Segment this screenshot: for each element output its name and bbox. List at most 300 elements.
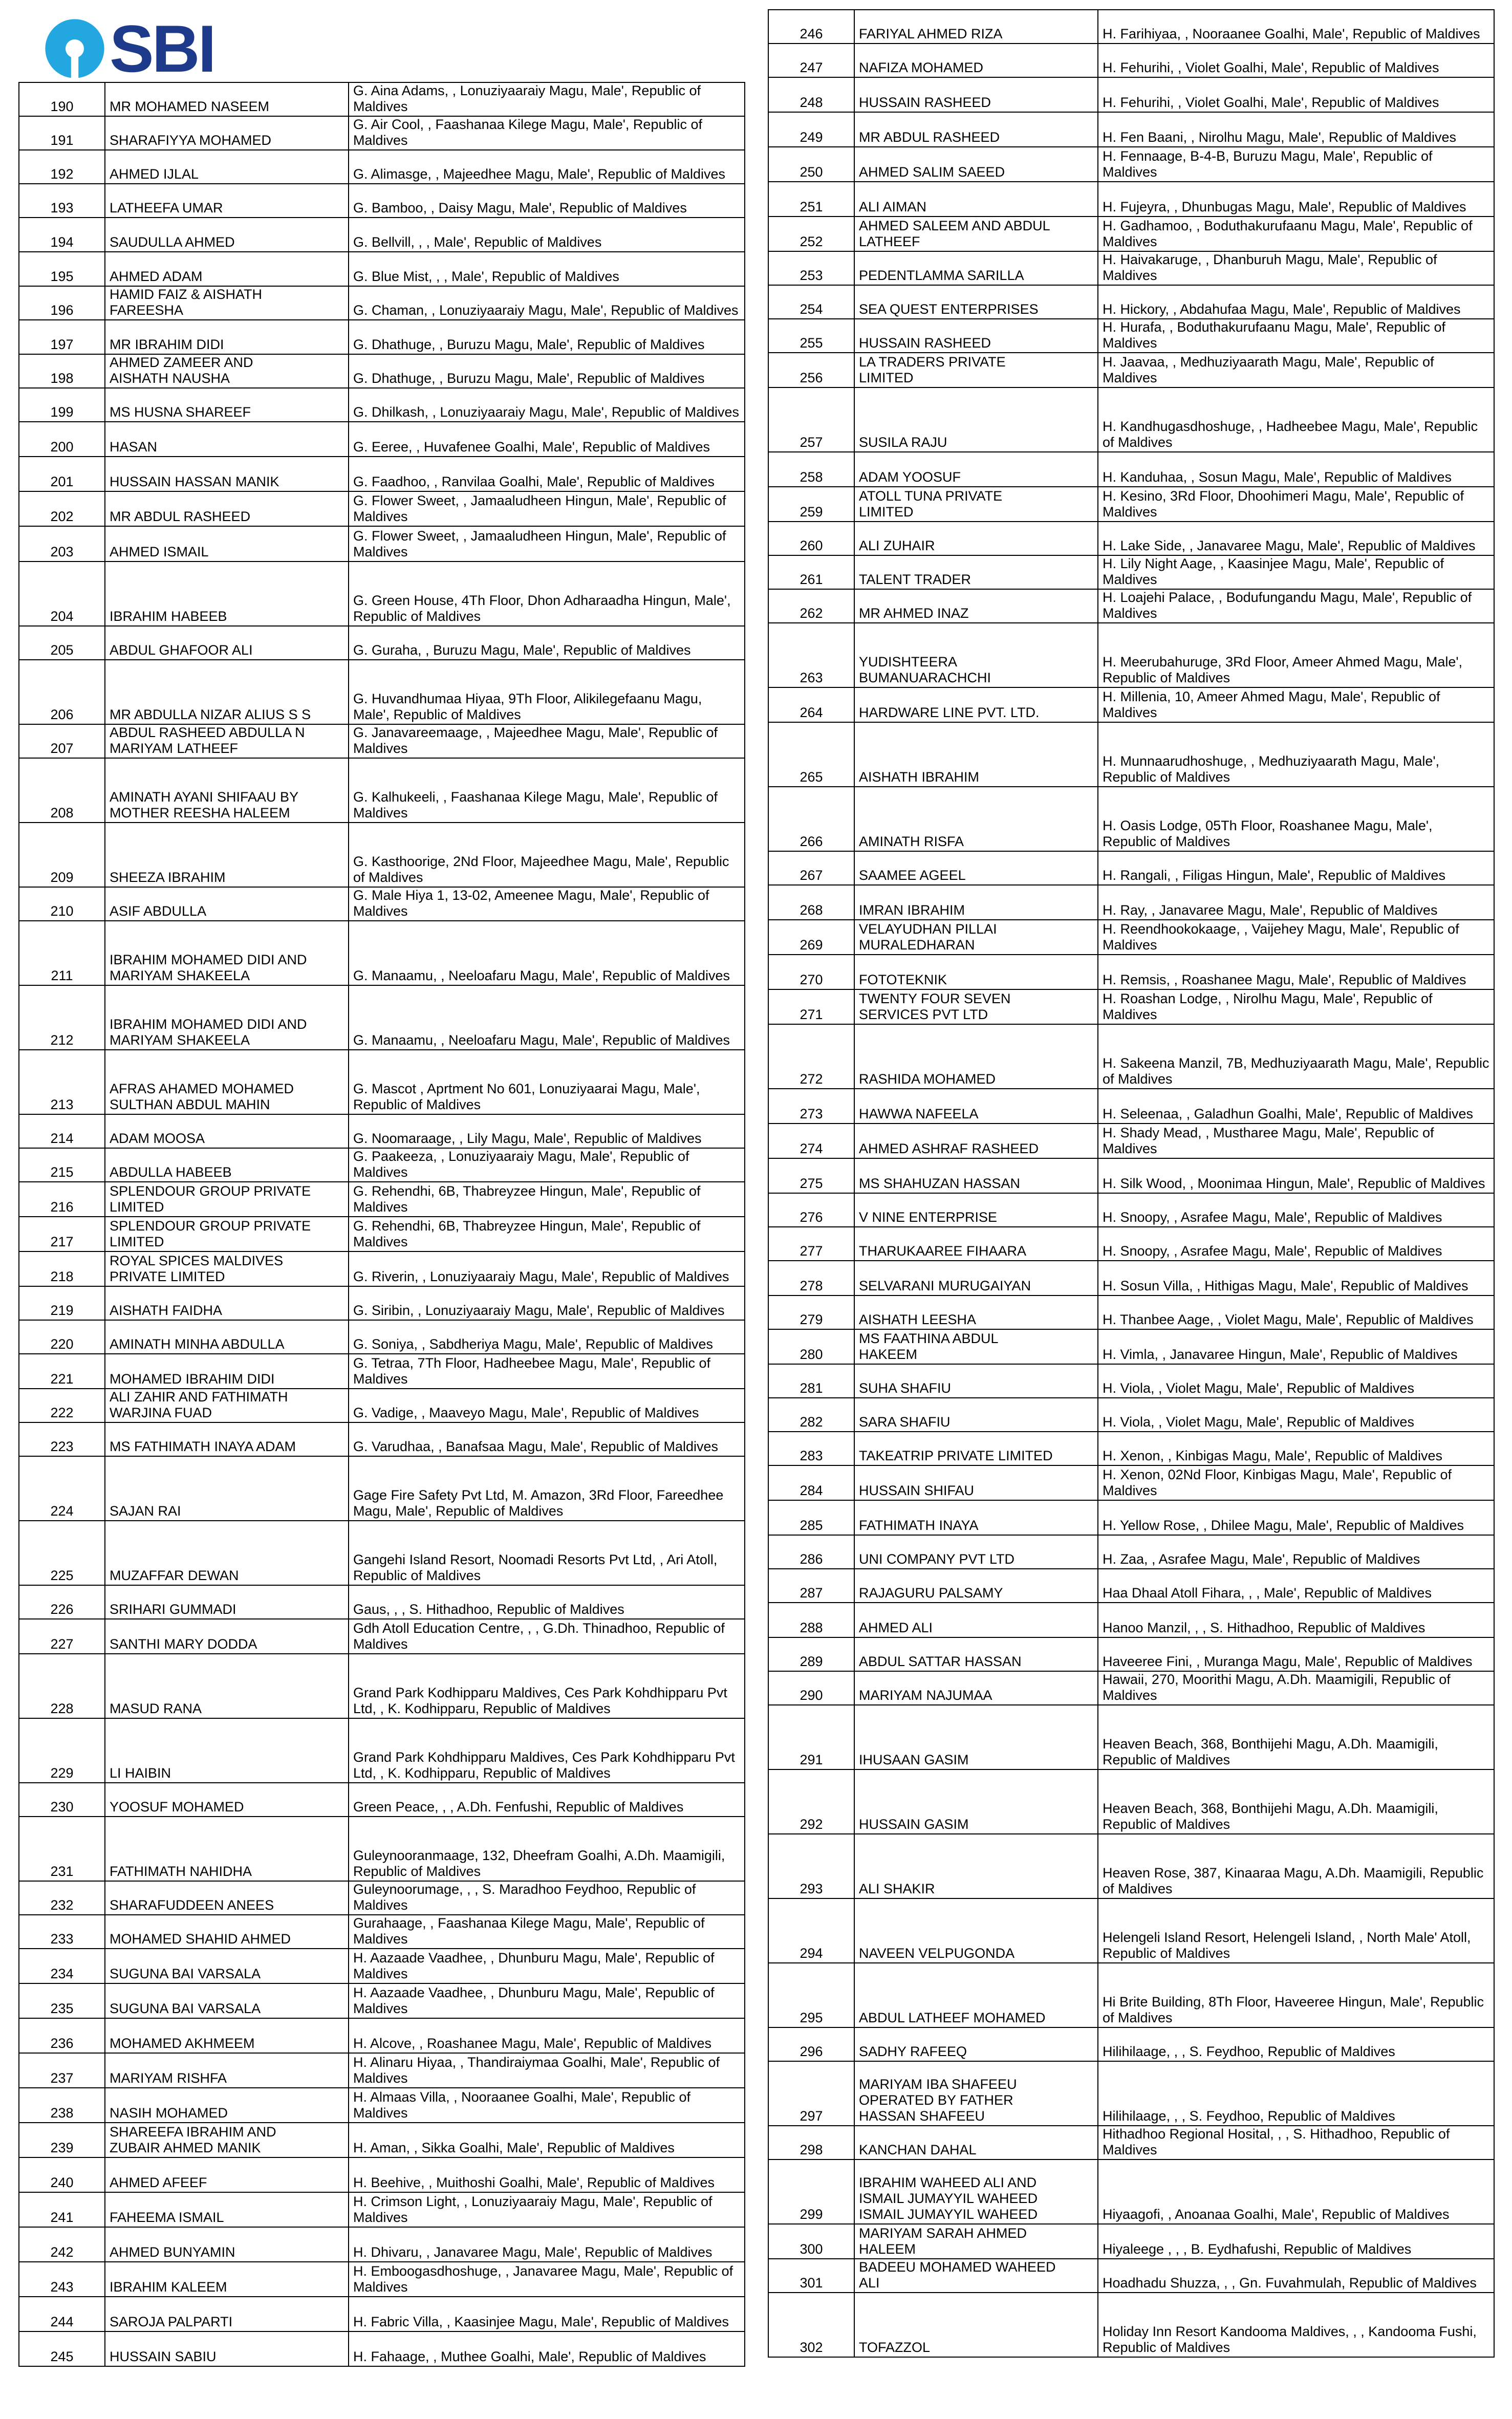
address: Gurahaage, , Faashanaa Kilege Magu, Male', Republic of Maldives bbox=[349, 1915, 745, 1949]
address: H. Fujeyra, , Dhunbugas Magu, Male', Republic of Maldives bbox=[1098, 182, 1494, 217]
serial-number: 274 bbox=[768, 1124, 854, 1158]
address: H. Dhivaru, , Janavaree Magu, Male', Republic of Maldives bbox=[349, 2227, 745, 2262]
serial-number: 209 bbox=[19, 823, 105, 887]
address: G. Faadhoo, , Ranvilaa Goalhi, Male', Republic of Maldives bbox=[349, 457, 745, 491]
serial-number: 296 bbox=[768, 2027, 854, 2061]
holder-name: THARUKAAREE FIHAARA bbox=[854, 1227, 1098, 1261]
table-row bbox=[19, 1915, 745, 1949]
holder-name: TALENT TRADER bbox=[854, 555, 1098, 589]
table-row bbox=[19, 1881, 745, 1915]
right-table bbox=[768, 9, 1495, 2358]
holder-name: AHMED SALIM SAEED bbox=[854, 147, 1098, 182]
serial-number: 265 bbox=[768, 722, 854, 787]
holder-name: MR AHMED INAZ bbox=[854, 589, 1098, 623]
holder-name: RAJAGURU PALSAMY bbox=[854, 1569, 1098, 1603]
table-row bbox=[19, 2227, 745, 2262]
table-row bbox=[768, 687, 1494, 722]
table-row bbox=[19, 2088, 745, 2123]
table-row bbox=[768, 1193, 1494, 1227]
table-row bbox=[19, 116, 745, 150]
holder-name: AHMED IJLAL bbox=[105, 150, 349, 184]
table-row bbox=[19, 724, 745, 758]
address: H. Snoopy, , Asrafee Magu, Male', Republic of Maldives bbox=[1098, 1193, 1494, 1227]
address: H. Reendhookokaage, , Vaijehey Magu, Male', Republic of Maldives bbox=[1098, 920, 1494, 955]
serial-number: 280 bbox=[768, 1329, 854, 1364]
serial-number: 270 bbox=[768, 955, 854, 989]
holder-name: ABDUL SATTAR HASSAN bbox=[854, 1637, 1098, 1671]
serial-number: 229 bbox=[19, 1718, 105, 1783]
address: H. Jaavaa, , Medhuziyaarath Magu, Male', Republic of Maldives bbox=[1098, 353, 1494, 387]
serial-number: 294 bbox=[768, 1898, 854, 1963]
holder-name: LA TRADERS PRIVATE LIMITED bbox=[854, 353, 1098, 387]
table-row bbox=[19, 252, 745, 286]
serial-number: 256 bbox=[768, 353, 854, 387]
table-row bbox=[19, 2297, 745, 2331]
holder-name: SHARAFIYYA MOHAMED bbox=[105, 116, 349, 150]
address: Haa Dhaal Atoll Fihara, , , Male', Republic of Maldives bbox=[1098, 1569, 1494, 1603]
holder-name: VELAYUDHAN PILLAI MURALEDHARAN bbox=[854, 920, 1098, 955]
holder-name: AMINATH RISFA bbox=[854, 787, 1098, 851]
serial-number: 242 bbox=[19, 2227, 105, 2262]
address: H. Lake Side, , Janavaree Magu, Male', Republic of Maldives bbox=[1098, 522, 1494, 555]
table-row bbox=[768, 787, 1494, 851]
serial-number: 278 bbox=[768, 1261, 854, 1295]
table-row bbox=[19, 388, 745, 422]
table-row bbox=[19, 1949, 745, 1983]
serial-number: 277 bbox=[768, 1227, 854, 1261]
holder-name: ASIF ABDULLA bbox=[105, 887, 349, 921]
serial-number: 293 bbox=[768, 1834, 854, 1898]
logo-text: SBI bbox=[110, 11, 214, 86]
table-row bbox=[19, 1585, 745, 1619]
table-row bbox=[768, 2224, 1494, 2259]
address: H. Viola, , Violet Magu, Male', Republic of Maldives bbox=[1098, 1398, 1494, 1432]
serial-number: 271 bbox=[768, 989, 854, 1024]
holder-name: FAHEEMA ISMAIL bbox=[105, 2192, 349, 2227]
serial-number: 190 bbox=[19, 82, 105, 116]
serial-number: 247 bbox=[768, 44, 854, 77]
holder-name: SARA SHAFIU bbox=[854, 1398, 1098, 1432]
serial-number: 285 bbox=[768, 1500, 854, 1535]
serial-number: 207 bbox=[19, 724, 105, 758]
table-row bbox=[19, 286, 745, 320]
serial-number: 260 bbox=[768, 522, 854, 555]
table-row bbox=[19, 1217, 745, 1251]
address: Gdh Atoll Education Centre, , , G.Dh. Thinadhoo, Republic of Maldives bbox=[349, 1619, 745, 1654]
address: Guleynooranmaage, 132, Dheefram Goalhi, A.Dh. Maamigili, Republic of Maldives bbox=[349, 1817, 745, 1881]
serial-number: 243 bbox=[19, 2262, 105, 2297]
serial-number: 217 bbox=[19, 1217, 105, 1251]
address: H. Fabric Villa, , Kaasinjee Magu, Male', Republic of Maldives bbox=[349, 2297, 745, 2331]
table-row bbox=[19, 1783, 745, 1817]
serial-number: 299 bbox=[768, 2159, 854, 2224]
serial-number: 245 bbox=[19, 2331, 105, 2366]
holder-name: SELVARANI MURUGAIYAN bbox=[854, 1261, 1098, 1295]
holder-name: ALI AIMAN bbox=[854, 182, 1098, 217]
address: G. Alimasge, , Majeedhee Magu, Male', Republic of Maldives bbox=[349, 150, 745, 184]
holder-name: AFRAS AHAMED MOHAMED SULTHAN ABDUL MAHIN bbox=[105, 1050, 349, 1114]
table-row bbox=[19, 320, 745, 354]
address: G. Green House, 4Th Floor, Dhon Adharaadha Hingun, Male', Republic of Maldives bbox=[349, 561, 745, 626]
address: H. Fehurihi, , Violet Goalhi, Male', Republic of Maldives bbox=[1098, 77, 1494, 112]
table-row bbox=[19, 1182, 745, 1217]
serial-number: 208 bbox=[19, 758, 105, 823]
table-row bbox=[768, 1637, 1494, 1671]
address: G. Dhathuge, , Buruzu Magu, Male', Republic of Maldives bbox=[349, 354, 745, 388]
serial-number: 276 bbox=[768, 1193, 854, 1227]
address: Gaus, , , S. Hithadhoo, Republic of Maldives bbox=[349, 1585, 745, 1619]
table-row bbox=[768, 2293, 1494, 2357]
holder-name: YUDISHTEERA BUMANUARACHCHI bbox=[854, 623, 1098, 687]
serial-number: 196 bbox=[19, 286, 105, 320]
address: Grand Park Kohdhipparu Maldives, Ces Park Kohdhipparu Pvt Ltd, , K. Kodhipparu, Republic of Maldives bbox=[349, 1718, 745, 1783]
serial-number: 211 bbox=[19, 921, 105, 985]
sbi-keyhole-icon bbox=[44, 18, 105, 79]
serial-number: 213 bbox=[19, 1050, 105, 1114]
holder-name: PEDENTLAMMA SARILLA bbox=[854, 251, 1098, 285]
serial-number: 258 bbox=[768, 452, 854, 487]
holder-name: AHMED ADAM bbox=[105, 252, 349, 286]
holder-name: MR MOHAMED NASEEM bbox=[105, 82, 349, 116]
address: H. Alcove, , Roashanee Magu, Male', Republic of Maldives bbox=[349, 2018, 745, 2053]
table-row bbox=[768, 2061, 1494, 2126]
address: H. Snoopy, , Asrafee Magu, Male', Republic of Maldives bbox=[1098, 1227, 1494, 1261]
address: H. Roashan Lodge, , Nirolhu Magu, Male', Republic of Maldives bbox=[1098, 989, 1494, 1024]
holder-name: AHMED ZAMEER AND AISHATH NAUSHA bbox=[105, 354, 349, 388]
holder-name: SHEEZA IBRAHIM bbox=[105, 823, 349, 887]
table-row bbox=[19, 1286, 745, 1320]
holder-name: SEA QUEST ENTERPRISES bbox=[854, 285, 1098, 319]
serial-number: 283 bbox=[768, 1432, 854, 1465]
holder-name: IBRAHIM KALEEM bbox=[105, 2262, 349, 2297]
left-table bbox=[18, 82, 745, 2367]
table-row bbox=[19, 1251, 745, 1286]
serial-number: 223 bbox=[19, 1422, 105, 1456]
address: H. Shady Mead, , Mustharee Magu, Male', Republic of Maldives bbox=[1098, 1124, 1494, 1158]
table-row bbox=[768, 955, 1494, 989]
serial-number: 264 bbox=[768, 687, 854, 722]
holder-name: MASUD RANA bbox=[105, 1654, 349, 1718]
serial-number: 282 bbox=[768, 1398, 854, 1432]
table-row bbox=[19, 1983, 745, 2018]
holder-name: ROYAL SPICES MALDIVES PRIVATE LIMITED bbox=[105, 1251, 349, 1286]
table-row bbox=[768, 722, 1494, 787]
address: Hawaii, 270, Moorithi Magu, A.Dh. Maamigili, Republic of Maldives bbox=[1098, 1671, 1494, 1705]
address: Heaven Rose, 387, Kinaaraa Magu, A.Dh. Maamigili, Republic of Maldives bbox=[1098, 1834, 1494, 1898]
address: Holiday Inn Resort Kandooma Maldives, , , Kandooma Fushi, Republic of Maldives bbox=[1098, 2293, 1494, 2357]
address: G. Flower Sweet, , Jamaaludheen Hingun, Male', Republic of Maldives bbox=[349, 491, 745, 526]
address: Hoadhadu Shuzza, , , Gn. Fuvahmulah, Republic of Maldives bbox=[1098, 2259, 1494, 2293]
serial-number: 287 bbox=[768, 1569, 854, 1603]
table-row bbox=[19, 184, 745, 218]
address: G. Tetraa, 7Th Floor, Hadheebee Magu, Male', Republic of Maldives bbox=[349, 1354, 745, 1389]
address: H. Almaas Villa, , Nooraanee Goalhi, Male', Republic of Maldives bbox=[349, 2088, 745, 2123]
serial-number: 214 bbox=[19, 1114, 105, 1148]
holder-name: UNI COMPANY PVT LTD bbox=[854, 1535, 1098, 1569]
table-row bbox=[768, 1329, 1494, 1364]
table-row bbox=[19, 823, 745, 887]
address: H. Vimla, , Janavaree Hingun, Male', Republic of Maldives bbox=[1098, 1329, 1494, 1364]
table-row bbox=[768, 1569, 1494, 1603]
address: G. Chaman, , Lonuziyaaraiy Magu, Male', Republic of Maldives bbox=[349, 286, 745, 320]
address: G. Dhilkash, , Lonuziyaaraiy Magu, Male', Republic of Maldives bbox=[349, 388, 745, 422]
table-row bbox=[19, 2262, 745, 2297]
sbi-logo bbox=[44, 11, 214, 86]
serial-number: 237 bbox=[19, 2053, 105, 2088]
serial-number: 262 bbox=[768, 589, 854, 623]
serial-number: 227 bbox=[19, 1619, 105, 1654]
holder-name: RASHIDA MOHAMED bbox=[854, 1024, 1098, 1089]
serial-number: 193 bbox=[19, 184, 105, 218]
address: H. Fahaage, , Muthee Goalhi, Male', Republic of Maldives bbox=[349, 2331, 745, 2366]
holder-name: AHMED ISMAIL bbox=[105, 526, 349, 561]
address: H. Alinaru Hiyaa, , Thandiraiymaa Goalhi, Male', Republic of Maldives bbox=[349, 2053, 745, 2088]
table-row bbox=[768, 1603, 1494, 1637]
holder-name: IMRAN IBRAHIM bbox=[854, 885, 1098, 920]
address: Hanoo Manzil, , , S. Hithadhoo, Republic of Maldives bbox=[1098, 1603, 1494, 1637]
holder-name: BADEEU MOHAMED WAHEED ALI bbox=[854, 2259, 1098, 2293]
table-row bbox=[19, 457, 745, 491]
holder-name: SANTHI MARY DODDA bbox=[105, 1619, 349, 1654]
address: Helengeli Island Resort, Helengeli Island, , North Male' Atoll, Republic of Maldives bbox=[1098, 1898, 1494, 1963]
address: H. Sakeena Manzil, 7B, Medhuziyaarath Magu, Male', Republic of Maldives bbox=[1098, 1024, 1494, 1089]
table-row bbox=[19, 887, 745, 921]
holder-name: SPLENDOUR GROUP PRIVATE LIMITED bbox=[105, 1217, 349, 1251]
table-row bbox=[768, 1769, 1494, 1834]
serial-number: 199 bbox=[19, 388, 105, 422]
serial-number: 240 bbox=[19, 2157, 105, 2192]
holder-name: FARIYAL AHMED RIZA bbox=[854, 10, 1098, 44]
serial-number: 289 bbox=[768, 1637, 854, 1671]
holder-name: SPLENDOUR GROUP PRIVATE LIMITED bbox=[105, 1182, 349, 1217]
address: G. Male Hiya 1, 13-02, Ameenee Magu, Male', Republic of Maldives bbox=[349, 887, 745, 921]
holder-name: MUZAFFAR DEWAN bbox=[105, 1521, 349, 1585]
address: G. Bellvill, , , Male', Republic of Maldives bbox=[349, 218, 745, 252]
holder-name: HAWWA NAFEELA bbox=[854, 1089, 1098, 1124]
holder-name: SHARAFUDDEEN ANEES bbox=[105, 1881, 349, 1915]
serial-number: 239 bbox=[19, 2123, 105, 2157]
serial-number: 249 bbox=[768, 112, 854, 147]
holder-name: IBRAHIM HABEEB bbox=[105, 561, 349, 626]
holder-name: SUHA SHAFIU bbox=[854, 1364, 1098, 1398]
serial-number: 241 bbox=[19, 2192, 105, 2227]
address: Hilihilaage, , , S. Feydhoo, Republic of Maldives bbox=[1098, 2061, 1494, 2126]
table-row bbox=[768, 1432, 1494, 1465]
address: G. Eeree, , Huvafenee Goalhi, Male', Republic of Maldives bbox=[349, 422, 745, 457]
holder-name: SAUDULLA AHMED bbox=[105, 218, 349, 252]
table-row bbox=[19, 218, 745, 252]
address: G. Mascot , Aprtment No 601, Lonuziyaarai Magu, Male', Republic of Maldives bbox=[349, 1050, 745, 1114]
table-row bbox=[19, 2157, 745, 2192]
serial-number: 266 bbox=[768, 787, 854, 851]
table-row bbox=[768, 623, 1494, 687]
address: G. Kasthoorige, 2Nd Floor, Majeedhee Magu, Male', Republic of Maldives bbox=[349, 823, 745, 887]
table-row bbox=[768, 1024, 1494, 1089]
holder-name: NAFIZA MOHAMED bbox=[854, 44, 1098, 77]
table-row bbox=[768, 182, 1494, 217]
serial-number: 215 bbox=[19, 1148, 105, 1182]
address: G. Soniya, , Sabdheriya Magu, Male', Republic of Maldives bbox=[349, 1320, 745, 1354]
table-row bbox=[768, 1500, 1494, 1535]
table-row bbox=[768, 112, 1494, 147]
table-row bbox=[19, 1050, 745, 1114]
holder-name: SAJAN RAI bbox=[105, 1456, 349, 1521]
serial-number: 257 bbox=[768, 387, 854, 452]
address: Green Peace, , , A.Dh. Fenfushi, Republic of Maldives bbox=[349, 1783, 745, 1817]
address: G. Blue Mist, , , Male', Republic of Maldives bbox=[349, 252, 745, 286]
address: H. Munnaarudhoshuge, , Medhuziyaarath Magu, Male', Republic of Maldives bbox=[1098, 722, 1494, 787]
table-row bbox=[19, 1619, 745, 1654]
address: G. Manaamu, , Neeloafaru Magu, Male', Republic of Maldives bbox=[349, 921, 745, 985]
holder-name: TWENTY FOUR SEVEN SERVICES PVT LTD bbox=[854, 989, 1098, 1024]
serial-number: 210 bbox=[19, 887, 105, 921]
holder-name: MOHAMED IBRAHIM DIDI bbox=[105, 1354, 349, 1389]
table-row bbox=[768, 353, 1494, 387]
serial-number: 269 bbox=[768, 920, 854, 955]
table-row bbox=[19, 2123, 745, 2157]
table-row bbox=[768, 1705, 1494, 1769]
table-row bbox=[768, 885, 1494, 920]
serial-number: 273 bbox=[768, 1089, 854, 1124]
table-row bbox=[19, 1320, 745, 1354]
serial-number: 268 bbox=[768, 885, 854, 920]
holder-name: ATOLL TUNA PRIVATE LIMITED bbox=[854, 487, 1098, 522]
holder-name: ABDUL GHAFOOR ALI bbox=[105, 626, 349, 660]
holder-name: ABDUL RASHEED ABDULLA N MARIYAM LATHEEF bbox=[105, 724, 349, 758]
table-row bbox=[768, 1124, 1494, 1158]
address: Guleynoorumage, , , S. Maradhoo Feydhoo, Republic of Maldives bbox=[349, 1881, 745, 1915]
serial-number: 225 bbox=[19, 1521, 105, 1585]
table-row bbox=[19, 2331, 745, 2366]
table-row bbox=[19, 626, 745, 660]
serial-number: 250 bbox=[768, 147, 854, 182]
address: H. Fehurihi, , Violet Goalhi, Male', Republic of Maldives bbox=[1098, 44, 1494, 77]
table-row bbox=[768, 147, 1494, 182]
holder-name: MR ABDUL RASHEED bbox=[854, 112, 1098, 147]
serial-number: 302 bbox=[768, 2293, 854, 2357]
table-row bbox=[768, 2259, 1494, 2293]
address: H. Aman, , Sikka Goalhi, Male', Republic of Maldives bbox=[349, 2123, 745, 2157]
holder-name: ALI SHAKIR bbox=[854, 1834, 1098, 1898]
address: G. Guraha, , Buruzu Magu, Male', Republic of Maldives bbox=[349, 626, 745, 660]
holder-name: MR ABDUL RASHEED bbox=[105, 491, 349, 526]
table-row bbox=[768, 1158, 1494, 1193]
holder-name: AMINATH AYANI SHIFAAU BY MOTHER REESHA HALEEM bbox=[105, 758, 349, 823]
holder-name: SUGUNA BAI VARSALA bbox=[105, 1949, 349, 1983]
serial-number: 281 bbox=[768, 1364, 854, 1398]
serial-number: 205 bbox=[19, 626, 105, 660]
holder-name: AHMED SALEEM AND ABDUL LATHEEF bbox=[854, 217, 1098, 251]
table-row bbox=[19, 1718, 745, 1783]
serial-number: 267 bbox=[768, 851, 854, 885]
serial-number: 255 bbox=[768, 319, 854, 353]
holder-name: HUSSAIN RASHEED bbox=[854, 319, 1098, 353]
holder-name: TOFAZZOL bbox=[854, 2293, 1098, 2357]
holder-name: MARIYAM IBA SHAFEEU OPERATED BY FATHER HASSAN SHAFEEU bbox=[854, 2061, 1098, 2126]
serial-number: 194 bbox=[19, 218, 105, 252]
table-row bbox=[19, 1148, 745, 1182]
serial-number: 292 bbox=[768, 1769, 854, 1834]
serial-number: 263 bbox=[768, 623, 854, 687]
address: H. Rangali, , Filigas Hingun, Male', Republic of Maldives bbox=[1098, 851, 1494, 885]
table-row bbox=[768, 1398, 1494, 1432]
serial-number: 261 bbox=[768, 555, 854, 589]
holder-name: MARIYAM SARAH AHMED HALEEM bbox=[854, 2224, 1098, 2259]
holder-name: TAKEATRIP PRIVATE LIMITED bbox=[854, 1432, 1098, 1465]
table-row bbox=[19, 1389, 745, 1422]
holder-name: HAMID FAIZ & AISHATH FAREESHA bbox=[105, 286, 349, 320]
holder-name: SAROJA PALPARTI bbox=[105, 2297, 349, 2331]
table-row bbox=[768, 851, 1494, 885]
holder-name: ALI ZAHIR AND FATHIMATH WARJINA FUAD bbox=[105, 1389, 349, 1422]
address: Haveeree Fini, , Muranga Magu, Male', Republic of Maldives bbox=[1098, 1637, 1494, 1671]
table-row bbox=[768, 487, 1494, 522]
table-row bbox=[768, 251, 1494, 285]
address: G. Dhathuge, , Buruzu Magu, Male', Republic of Maldives bbox=[349, 320, 745, 354]
address: H. Xenon, 02Nd Floor, Kinbigas Magu, Male', Republic of Maldives bbox=[1098, 1465, 1494, 1500]
table-row bbox=[19, 1456, 745, 1521]
serial-number: 222 bbox=[19, 1389, 105, 1422]
table-row bbox=[19, 422, 745, 457]
holder-name: MARIYAM RISHFA bbox=[105, 2053, 349, 2088]
serial-number: 234 bbox=[19, 1949, 105, 1983]
table-row bbox=[768, 452, 1494, 487]
holder-name: HUSSAIN SABIU bbox=[105, 2331, 349, 2366]
address: H. Remsis, , Roashanee Magu, Male', Republic of Maldives bbox=[1098, 955, 1494, 989]
holder-name: AISHATH IBRAHIM bbox=[854, 722, 1098, 787]
holder-name: HASAN bbox=[105, 422, 349, 457]
serial-number: 221 bbox=[19, 1354, 105, 1389]
address: Heaven Beach, 368, Bonthijehi Magu, A.Dh. Maamigili, Republic of Maldives bbox=[1098, 1769, 1494, 1834]
serial-number: 238 bbox=[19, 2088, 105, 2123]
table-row bbox=[19, 2192, 745, 2227]
address: H. Ray, , Janavaree Magu, Male', Republic of Maldives bbox=[1098, 885, 1494, 920]
holder-name: SADHY RAFEEQ bbox=[854, 2027, 1098, 2061]
holder-name: MR IBRAHIM DIDI bbox=[105, 320, 349, 354]
holder-name: LATHEEFA UMAR bbox=[105, 184, 349, 218]
address: H. Kanduhaa, , Sosun Magu, Male', Republic of Maldives bbox=[1098, 452, 1494, 487]
address: H. Aazaade Vaadhee, , Dhunburu Magu, Male', Republic of Maldives bbox=[349, 1983, 745, 2018]
address: H. Thanbee Aage, , Violet Magu, Male', Republic of Maldives bbox=[1098, 1295, 1494, 1329]
table-row bbox=[19, 1422, 745, 1456]
address: H. Fennaage, B-4-B, Buruzu Magu, Male', Republic of Maldives bbox=[1098, 147, 1494, 182]
address: H. Loajehi Palace, , Bodufungandu Magu, Male', Republic of Maldives bbox=[1098, 589, 1494, 623]
table-row bbox=[768, 1364, 1494, 1398]
serial-number: 195 bbox=[19, 252, 105, 286]
address: Hiyaleege , , , B. Eydhafushi, Republic of Maldives bbox=[1098, 2224, 1494, 2259]
table-row bbox=[19, 2018, 745, 2053]
serial-number: 244 bbox=[19, 2297, 105, 2331]
holder-name: MARIYAM NAJUMAA bbox=[854, 1671, 1098, 1705]
table-row bbox=[19, 82, 745, 116]
address: H. Xenon, , Kinbigas Magu, Male', Republic of Maldives bbox=[1098, 1432, 1494, 1465]
table-row bbox=[768, 989, 1494, 1024]
address: G. Varudhaa, , Banafsaa Magu, Male', Republic of Maldives bbox=[349, 1422, 745, 1456]
table-row bbox=[768, 285, 1494, 319]
table-row bbox=[19, 526, 745, 561]
serial-number: 286 bbox=[768, 1535, 854, 1569]
address: Grand Park Kodhipparu Maldives, Ces Park Kohdhipparu Pvt Ltd, , K. Kodhipparu, Republic of Maldives bbox=[349, 1654, 745, 1718]
address: H. Crimson Light, , Lonuziyaaraiy Magu, Male', Republic of Maldives bbox=[349, 2192, 745, 2227]
serial-number: 191 bbox=[19, 116, 105, 150]
address: H. Yellow Rose, , Dhilee Magu, Male', Republic of Maldives bbox=[1098, 1500, 1494, 1535]
holder-name: IBRAHIM MOHAMED DIDI AND MARIYAM SHAKEELA bbox=[105, 921, 349, 985]
table-row bbox=[768, 1465, 1494, 1500]
address: H. Millenia, 10, Ameer Ahmed Magu, Male', Republic of Maldives bbox=[1098, 687, 1494, 722]
address: G. Vadige, , Maaveyo Magu, Male', Republic of Maldives bbox=[349, 1389, 745, 1422]
table-row bbox=[19, 354, 745, 388]
address: G. Rehendhi, 6B, Thabreyzee Hingun, Male', Republic of Maldives bbox=[349, 1182, 745, 1217]
